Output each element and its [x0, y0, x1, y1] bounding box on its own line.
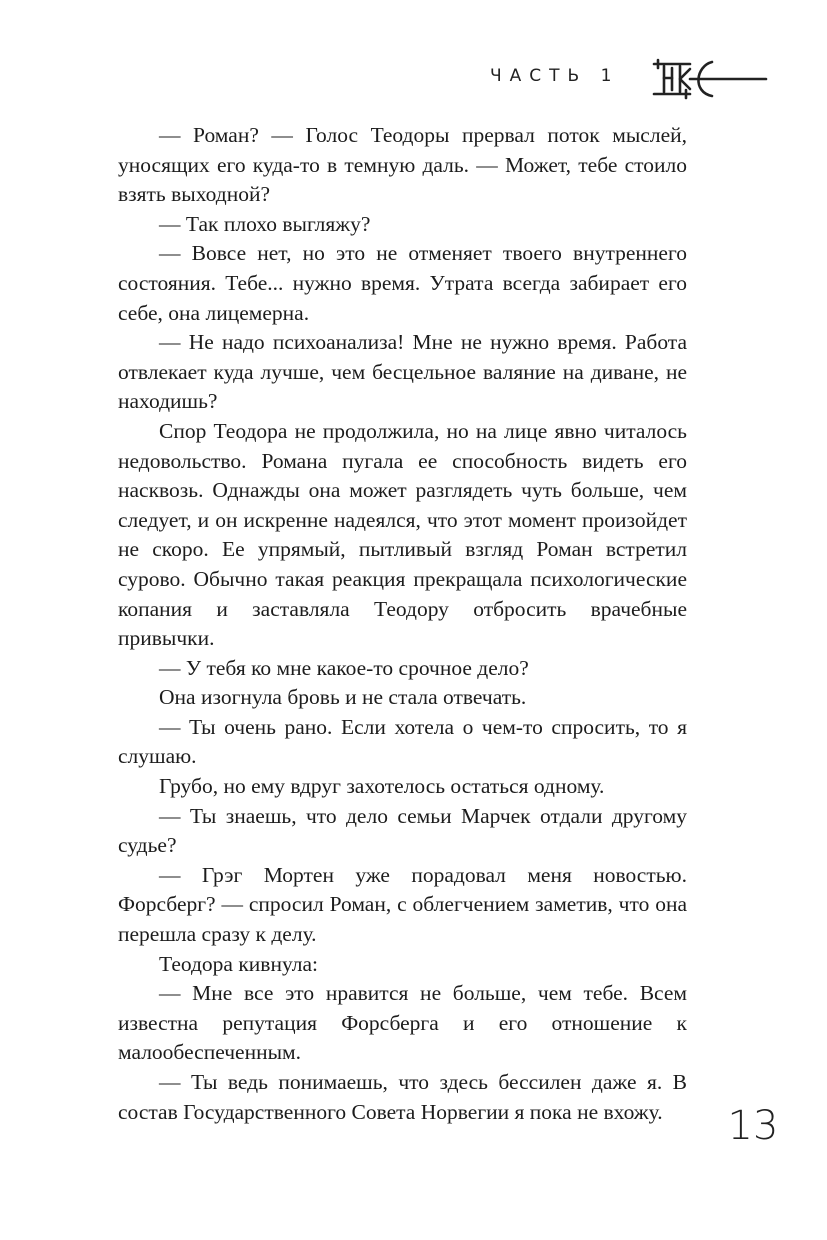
- paragraph: — Ты знаешь, что дело семьи Марчек отдали другому судье?: [118, 803, 687, 858]
- paragraph: Спор Теодора не продолжила, но на лице явно читалось недовольство. Романа пугала ее способность видеть его насквозь. Однажды она может разглядеть чуть больше, чем следует, и он искренне надеялся, что этот момент произойдет не скоро. Ее упрямый, пытливый взгляд Роман встретил сурово. Обычно такая реакция прекращала психологические копания и заставляла Теодору отбросить врачебные привычки.: [118, 418, 687, 651]
- paragraph: — Мне все это нравится не больше, чем тебе. Всем известна репутация Форсберга и его отношение к малообеспеченным.: [118, 981, 687, 1065]
- paragraph: — Роман? — Голос Теодоры прервал поток мыслей, уносящих его куда-то в темную даль. — Может, тебе стоило взять выходной?: [118, 123, 687, 207]
- rune-ornament-icon: [650, 56, 770, 102]
- paragraph: — Ты ведь понимаешь, что здесь бессилен даже я. В состав Государственного Совета Норвегии я пока не вхожу.: [118, 1070, 687, 1124]
- paragraph: — Вовсе нет, но это не отменяет твоего внутреннего состояния. Тебе... нужно время. Утрата всегда забирает его себе, она лицемерна.: [118, 241, 687, 325]
- page-number: [727, 1101, 779, 1149]
- paragraph: Она изогнула бровь и не стала отвечать.: [159, 685, 527, 710]
- paragraph: — Ты очень рано. Если хотела о чем-то спросить, то я слушаю.: [118, 714, 687, 769]
- body-text: [118, 121, 687, 1127]
- paragraph: — Грэг Мортен уже порадовал меня новостью. Форсберг? — спросил Роман, с облегчением заметив, что она перешла сразу к делу.: [118, 862, 687, 947]
- paragraph: Теодора кивнула:: [159, 951, 319, 976]
- paragraph: — Так плохо выгляжу?: [159, 211, 371, 236]
- paragraph: — У тебя ко мне какое-то срочное дело?: [159, 655, 529, 680]
- page-number-text: 13: [727, 1103, 779, 1149]
- paragraph: — Не надо психоанализа! Мне не нужно время. Работа отвлекает куда лучше, чем бесцельное валяние на диване, не находишь?: [118, 330, 687, 414]
- running-head: ЧАСТЬ 1: [490, 66, 620, 86]
- paragraph: Грубо, но ему вдруг захотелось остаться одному.: [159, 774, 605, 799]
